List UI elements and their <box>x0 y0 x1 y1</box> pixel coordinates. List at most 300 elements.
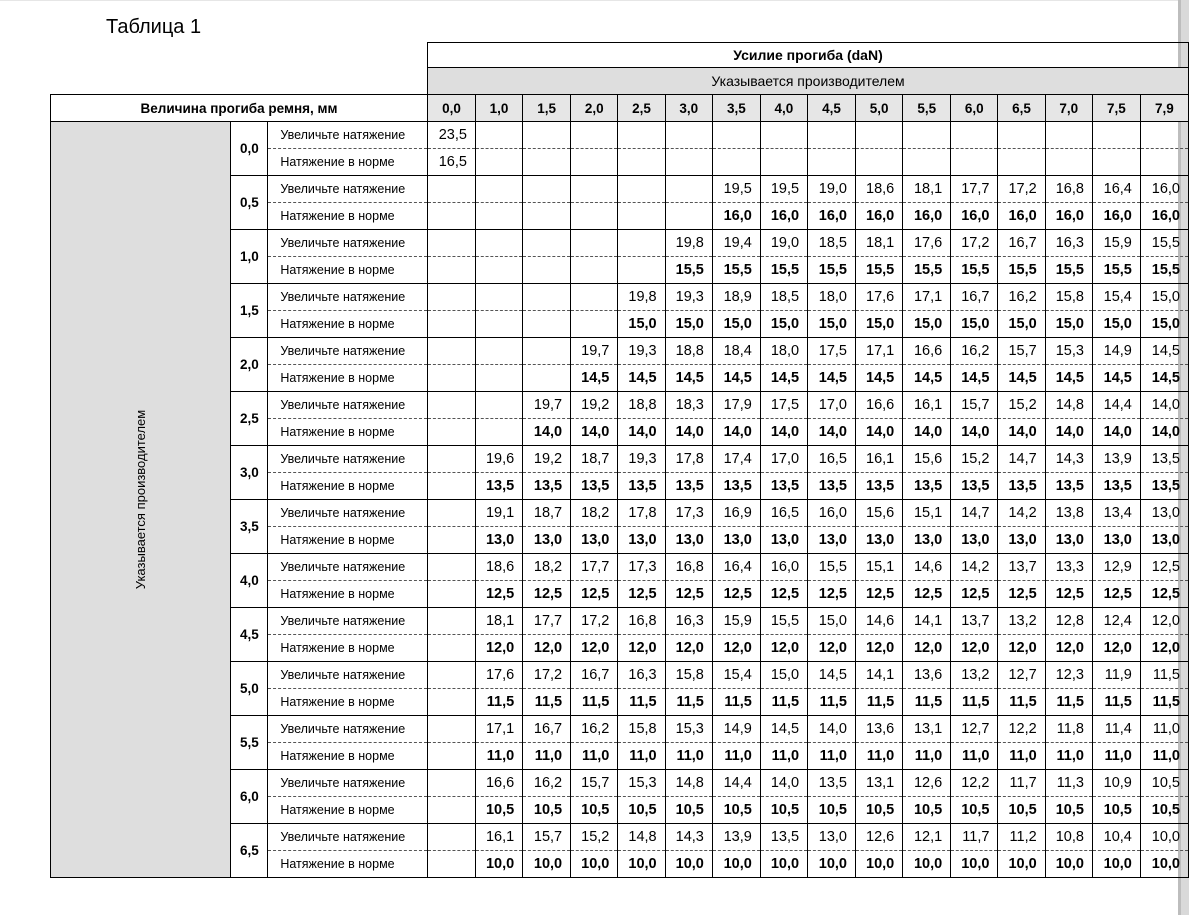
normal-force-cell: 12,5 <box>760 581 807 608</box>
deflection-value: 2,0 <box>231 338 268 392</box>
column-header: 1,5 <box>523 95 571 122</box>
increase-force-cell: 16,4 <box>712 554 760 581</box>
increase-force-cell: 13,7 <box>998 554 1045 581</box>
increase-force-cell: 17,6 <box>475 662 522 689</box>
normal-force-cell: 15,5 <box>665 257 712 284</box>
normal-force-cell: 13,5 <box>523 473 571 500</box>
tension-normal-label: Натяжение в норме <box>268 149 428 176</box>
normal-force-cell <box>571 149 618 176</box>
force-header: Усилие прогиба (daN) <box>428 43 1189 68</box>
normal-force-cell: 15,0 <box>903 311 951 338</box>
increase-tension-label: Увеличьте натяжение <box>268 608 428 635</box>
increase-force-cell <box>428 770 476 797</box>
increase-force-cell: 17,8 <box>665 446 712 473</box>
increase-force-cell <box>712 122 760 149</box>
tension-normal-label: Натяжение в норме <box>268 311 428 338</box>
column-header: 6,0 <box>951 95 998 122</box>
normal-force-cell: 11,5 <box>571 689 618 716</box>
increase-force-cell: 14,8 <box>1045 392 1092 419</box>
normal-force-cell: 10,5 <box>712 797 760 824</box>
increase-force-cell: 18,7 <box>523 500 571 527</box>
tension-normal-label: Натяжение в норме <box>268 635 428 662</box>
increase-force-cell: 16,0 <box>808 500 856 527</box>
normal-force-cell: 15,0 <box>712 311 760 338</box>
normal-force-cell: 10,5 <box>951 797 998 824</box>
normal-force-cell: 16,0 <box>903 203 951 230</box>
increase-force-cell: 12,1 <box>903 824 951 851</box>
normal-force-cell: 16,0 <box>856 203 903 230</box>
normal-force-cell: 11,0 <box>951 743 998 770</box>
normal-force-cell: 13,5 <box>808 473 856 500</box>
normal-force-cell: 11,0 <box>1045 743 1092 770</box>
normal-force-cell: 11,5 <box>665 689 712 716</box>
increase-force-cell: 15,7 <box>571 770 618 797</box>
column-header: 6,5 <box>998 95 1045 122</box>
increase-force-cell <box>523 176 571 203</box>
increase-force-cell: 11,7 <box>998 770 1045 797</box>
increase-force-cell: 11,0 <box>1140 716 1188 743</box>
increase-force-cell: 11,4 <box>1092 716 1140 743</box>
increase-force-cell: 14,0 <box>808 716 856 743</box>
normal-force-cell: 14,5 <box>1140 365 1188 392</box>
deflection-value: 5,5 <box>231 716 268 770</box>
normal-force-cell: 14,5 <box>856 365 903 392</box>
increase-force-cell: 18,1 <box>903 176 951 203</box>
increase-tension-label: Увеличьте натяжение <box>268 392 428 419</box>
increase-force-cell: 11,8 <box>1045 716 1092 743</box>
increase-force-cell: 16,3 <box>618 662 665 689</box>
increase-force-cell: 15,2 <box>571 824 618 851</box>
deflection-value: 6,5 <box>231 824 268 878</box>
increase-force-cell: 14,6 <box>903 554 951 581</box>
increase-force-cell: 19,3 <box>618 338 665 365</box>
increase-force-cell: 23,5 <box>428 122 476 149</box>
increase-tension-label: Увеличьте натяжение <box>268 338 428 365</box>
normal-force-cell: 16,0 <box>998 203 1045 230</box>
increase-force-cell: 16,3 <box>665 608 712 635</box>
normal-force-cell: 10,5 <box>808 797 856 824</box>
increase-force-cell <box>428 392 476 419</box>
increase-force-cell: 17,4 <box>712 446 760 473</box>
increase-force-cell: 16,6 <box>475 770 522 797</box>
increase-force-cell <box>571 284 618 311</box>
increase-force-cell <box>428 230 476 257</box>
normal-force-cell: 12,0 <box>903 635 951 662</box>
increase-force-cell: 11,7 <box>951 824 998 851</box>
normal-force-cell: 13,5 <box>1140 473 1188 500</box>
increase-force-cell: 13,0 <box>808 824 856 851</box>
increase-force-cell <box>523 284 571 311</box>
normal-force-cell: 15,5 <box>808 257 856 284</box>
increase-force-cell: 15,7 <box>951 392 998 419</box>
increase-force-cell <box>1140 122 1188 149</box>
normal-force-cell <box>428 473 476 500</box>
normal-force-cell: 13,0 <box>856 527 903 554</box>
increase-force-cell: 16,8 <box>665 554 712 581</box>
maker-header: Указывается производителем <box>428 68 1189 95</box>
deflection-value: 0,0 <box>231 122 268 176</box>
normal-force-cell: 10,0 <box>523 851 571 878</box>
increase-force-cell <box>665 176 712 203</box>
increase-force-cell: 18,6 <box>856 176 903 203</box>
increase-force-cell <box>428 824 476 851</box>
normal-force-cell: 10,0 <box>665 851 712 878</box>
column-header: 7,5 <box>1092 95 1140 122</box>
normal-force-cell: 10,5 <box>523 797 571 824</box>
increase-force-cell: 14,2 <box>951 554 998 581</box>
side-label-cell <box>51 122 231 878</box>
normal-force-cell: 14,5 <box>760 365 807 392</box>
normal-force-cell: 13,0 <box>571 527 618 554</box>
normal-force-cell: 10,0 <box>998 851 1045 878</box>
normal-force-cell: 15,5 <box>951 257 998 284</box>
deflection-header: Величина прогиба ремня, мм <box>51 95 428 122</box>
normal-force-cell: 16,0 <box>760 203 807 230</box>
normal-force-cell: 15,5 <box>712 257 760 284</box>
normal-force-cell: 13,5 <box>475 473 522 500</box>
increase-force-cell: 11,3 <box>1045 770 1092 797</box>
increase-tension-label: Увеличьте натяжение <box>268 662 428 689</box>
increase-force-cell: 16,0 <box>1140 176 1188 203</box>
increase-force-cell: 15,7 <box>523 824 571 851</box>
normal-force-cell: 11,5 <box>712 689 760 716</box>
increase-force-cell: 13,1 <box>903 716 951 743</box>
tension-normal-label: Натяжение в норме <box>268 689 428 716</box>
increase-force-cell: 17,3 <box>618 554 665 581</box>
increase-force-cell: 15,3 <box>665 716 712 743</box>
column-header: 0,0 <box>428 95 476 122</box>
normal-force-cell: 12,5 <box>808 581 856 608</box>
deflection-value: 6,0 <box>231 770 268 824</box>
normal-force-cell: 13,0 <box>808 527 856 554</box>
normal-force-cell: 12,0 <box>856 635 903 662</box>
normal-force-cell: 14,0 <box>523 419 571 446</box>
normal-force-cell: 14,0 <box>712 419 760 446</box>
increase-force-cell <box>475 338 522 365</box>
normal-force-cell: 10,5 <box>903 797 951 824</box>
normal-force-cell: 12,0 <box>1045 635 1092 662</box>
normal-force-cell: 14,0 <box>760 419 807 446</box>
increase-force-cell <box>475 176 522 203</box>
normal-force-cell: 13,0 <box>523 527 571 554</box>
normal-force-cell: 10,0 <box>712 851 760 878</box>
normal-force-cell: 15,0 <box>856 311 903 338</box>
increase-force-cell: 14,3 <box>665 824 712 851</box>
increase-force-cell: 17,8 <box>618 500 665 527</box>
normal-force-cell <box>903 149 951 176</box>
increase-force-cell: 17,2 <box>951 230 998 257</box>
column-header: 2,5 <box>618 95 665 122</box>
tension-normal-label: Натяжение в норме <box>268 797 428 824</box>
increase-force-cell: 14,2 <box>998 500 1045 527</box>
increase-force-cell: 16,1 <box>475 824 522 851</box>
increase-force-cell: 19,0 <box>760 230 807 257</box>
normal-force-cell <box>618 203 665 230</box>
normal-force-cell: 12,0 <box>998 635 1045 662</box>
normal-force-cell <box>428 581 476 608</box>
normal-force-cell: 14,0 <box>998 419 1045 446</box>
normal-force-cell: 13,0 <box>760 527 807 554</box>
increase-tension-label: Увеличьте натяжение <box>268 284 428 311</box>
normal-force-cell: 14,5 <box>712 365 760 392</box>
normal-force-cell: 16,0 <box>712 203 760 230</box>
normal-force-cell: 15,5 <box>998 257 1045 284</box>
normal-force-cell: 10,5 <box>1045 797 1092 824</box>
normal-force-cell: 12,5 <box>951 581 998 608</box>
normal-force-cell: 15,5 <box>760 257 807 284</box>
increase-force-cell: 16,2 <box>998 284 1045 311</box>
increase-force-cell: 12,3 <box>1045 662 1092 689</box>
normal-force-cell: 11,5 <box>1092 689 1140 716</box>
normal-force-cell: 11,0 <box>1140 743 1188 770</box>
column-header: 4,5 <box>808 95 856 122</box>
normal-force-cell: 13,5 <box>1045 473 1092 500</box>
normal-force-cell: 13,5 <box>856 473 903 500</box>
normal-force-cell <box>475 365 522 392</box>
increase-force-cell <box>475 284 522 311</box>
deflection-value: 0,5 <box>231 176 268 230</box>
normal-force-cell: 13,5 <box>951 473 998 500</box>
normal-force-cell: 16,0 <box>951 203 998 230</box>
normal-force-cell: 15,5 <box>1045 257 1092 284</box>
increase-force-cell: 18,5 <box>760 284 807 311</box>
increase-force-cell <box>571 230 618 257</box>
deflection-value: 5,0 <box>231 662 268 716</box>
increase-force-cell: 17,1 <box>903 284 951 311</box>
increase-force-cell: 16,9 <box>712 500 760 527</box>
normal-force-cell: 12,5 <box>1045 581 1092 608</box>
increase-force-cell: 19,8 <box>618 284 665 311</box>
increase-force-cell: 16,8 <box>1045 176 1092 203</box>
increase-force-cell: 19,3 <box>618 446 665 473</box>
increase-force-cell <box>428 608 476 635</box>
increase-force-cell: 13,7 <box>951 608 998 635</box>
normal-force-cell: 13,5 <box>760 473 807 500</box>
normal-force-cell: 11,5 <box>998 689 1045 716</box>
normal-force-cell: 12,0 <box>665 635 712 662</box>
increase-force-cell: 13,8 <box>1045 500 1092 527</box>
increase-force-cell: 18,9 <box>712 284 760 311</box>
increase-force-cell: 17,6 <box>856 284 903 311</box>
increase-force-cell: 15,5 <box>1140 230 1188 257</box>
increase-force-cell: 17,5 <box>808 338 856 365</box>
top-border-line <box>0 0 1189 1</box>
increase-force-cell: 16,3 <box>1045 230 1092 257</box>
increase-force-cell: 15,9 <box>712 608 760 635</box>
increase-force-cell: 15,8 <box>618 716 665 743</box>
increase-force-cell: 16,2 <box>951 338 998 365</box>
increase-force-cell: 10,4 <box>1092 824 1140 851</box>
deflection-value: 4,5 <box>231 608 268 662</box>
normal-force-cell <box>856 149 903 176</box>
increase-force-cell: 18,1 <box>475 608 522 635</box>
increase-force-cell: 14,8 <box>618 824 665 851</box>
normal-force-cell: 10,5 <box>571 797 618 824</box>
normal-force-cell: 10,0 <box>903 851 951 878</box>
increase-force-cell: 14,8 <box>665 770 712 797</box>
increase-force-cell: 17,1 <box>856 338 903 365</box>
normal-force-cell: 14,0 <box>618 419 665 446</box>
increase-force-cell: 14,4 <box>712 770 760 797</box>
increase-force-cell: 19,3 <box>665 284 712 311</box>
table-caption: Таблица 1 <box>106 16 202 38</box>
increase-force-cell: 18,3 <box>665 392 712 419</box>
belt-tension-table <box>50 42 1189 878</box>
increase-force-cell <box>618 122 665 149</box>
increase-force-cell: 12,0 <box>1140 608 1188 635</box>
increase-tension-label: Увеличьте натяжение <box>268 122 428 149</box>
increase-force-cell: 14,9 <box>712 716 760 743</box>
increase-force-cell <box>428 500 476 527</box>
normal-force-cell: 16,0 <box>1092 203 1140 230</box>
increase-force-cell: 18,8 <box>665 338 712 365</box>
increase-force-cell: 13,2 <box>998 608 1045 635</box>
normal-force-cell <box>998 149 1045 176</box>
table-row <box>51 122 1189 149</box>
increase-force-cell <box>428 554 476 581</box>
increase-force-cell: 15,1 <box>856 554 903 581</box>
normal-force-cell <box>428 527 476 554</box>
normal-force-cell: 13,0 <box>1140 527 1188 554</box>
increase-force-cell <box>428 716 476 743</box>
increase-force-cell: 19,5 <box>760 176 807 203</box>
increase-force-cell <box>475 392 522 419</box>
increase-tension-label: Увеличьте натяжение <box>268 554 428 581</box>
increase-force-cell: 18,8 <box>618 392 665 419</box>
normal-force-cell: 10,5 <box>618 797 665 824</box>
increase-force-cell: 16,0 <box>760 554 807 581</box>
increase-force-cell <box>571 122 618 149</box>
normal-force-cell: 13,5 <box>665 473 712 500</box>
increase-force-cell: 12,8 <box>1045 608 1092 635</box>
increase-force-cell: 14,1 <box>856 662 903 689</box>
increase-force-cell: 13,4 <box>1092 500 1140 527</box>
increase-force-cell: 13,2 <box>951 662 998 689</box>
increase-force-cell <box>808 122 856 149</box>
increase-force-cell: 16,6 <box>903 338 951 365</box>
increase-force-cell: 13,0 <box>1140 500 1188 527</box>
increase-force-cell <box>523 122 571 149</box>
normal-force-cell: 11,0 <box>475 743 522 770</box>
blank-corner <box>51 43 428 68</box>
normal-force-cell: 10,5 <box>1092 797 1140 824</box>
normal-force-cell: 11,5 <box>1045 689 1092 716</box>
increase-force-cell <box>428 446 476 473</box>
increase-force-cell: 16,2 <box>523 770 571 797</box>
normal-force-cell: 13,5 <box>618 473 665 500</box>
increase-force-cell: 14,5 <box>808 662 856 689</box>
normal-force-cell: 15,0 <box>998 311 1045 338</box>
increase-force-cell <box>903 122 951 149</box>
increase-force-cell: 19,6 <box>475 446 522 473</box>
normal-force-cell: 13,0 <box>618 527 665 554</box>
increase-force-cell: 18,0 <box>808 284 856 311</box>
increase-force-cell: 15,4 <box>712 662 760 689</box>
increase-force-cell: 17,7 <box>523 608 571 635</box>
normal-force-cell: 12,5 <box>571 581 618 608</box>
normal-force-cell: 12,0 <box>571 635 618 662</box>
increase-force-cell: 15,1 <box>903 500 951 527</box>
normal-force-cell: 14,5 <box>1092 365 1140 392</box>
normal-force-cell: 15,5 <box>856 257 903 284</box>
normal-force-cell: 15,5 <box>1092 257 1140 284</box>
increase-force-cell: 15,3 <box>618 770 665 797</box>
normal-force-cell <box>665 149 712 176</box>
normal-force-cell: 12,0 <box>475 635 522 662</box>
increase-force-cell <box>523 230 571 257</box>
normal-force-cell <box>523 365 571 392</box>
normal-force-cell: 10,5 <box>665 797 712 824</box>
increase-force-cell <box>475 230 522 257</box>
increase-force-cell: 10,5 <box>1140 770 1188 797</box>
increase-tension-label: Увеличьте натяжение <box>268 176 428 203</box>
normal-force-cell <box>571 257 618 284</box>
increase-force-cell: 15,4 <box>1092 284 1140 311</box>
deflection-value: 2,5 <box>231 392 268 446</box>
normal-force-cell: 13,5 <box>1092 473 1140 500</box>
normal-force-cell: 10,0 <box>808 851 856 878</box>
normal-force-cell: 15,5 <box>903 257 951 284</box>
increase-force-cell: 13,3 <box>1045 554 1092 581</box>
normal-force-cell: 10,0 <box>1140 851 1188 878</box>
normal-force-cell: 10,0 <box>475 851 522 878</box>
increase-force-cell: 18,7 <box>571 446 618 473</box>
normal-force-cell: 14,0 <box>1045 419 1092 446</box>
increase-force-cell: 10,0 <box>1140 824 1188 851</box>
increase-force-cell: 15,5 <box>808 554 856 581</box>
increase-force-cell: 13,1 <box>856 770 903 797</box>
normal-force-cell: 12,5 <box>903 581 951 608</box>
normal-force-cell: 11,0 <box>712 743 760 770</box>
increase-force-cell: 12,2 <box>998 716 1045 743</box>
column-header: 4,0 <box>760 95 807 122</box>
normal-force-cell: 13,0 <box>903 527 951 554</box>
increase-force-cell <box>1092 122 1140 149</box>
increase-tension-label: Увеличьте натяжение <box>268 824 428 851</box>
normal-force-cell: 12,5 <box>712 581 760 608</box>
normal-force-cell <box>523 257 571 284</box>
normal-force-cell <box>523 149 571 176</box>
normal-force-cell: 13,5 <box>903 473 951 500</box>
normal-force-cell: 15,0 <box>665 311 712 338</box>
increase-force-cell: 16,1 <box>856 446 903 473</box>
normal-force-cell <box>428 743 476 770</box>
normal-force-cell <box>1140 149 1188 176</box>
increase-force-cell <box>571 176 618 203</box>
normal-force-cell: 12,0 <box>1092 635 1140 662</box>
normal-force-cell: 14,0 <box>903 419 951 446</box>
normal-force-cell: 10,0 <box>1045 851 1092 878</box>
normal-force-cell <box>428 689 476 716</box>
normal-force-cell: 10,0 <box>760 851 807 878</box>
normal-force-cell: 14,0 <box>856 419 903 446</box>
tension-normal-label: Натяжение в норме <box>268 365 428 392</box>
normal-force-cell: 11,0 <box>998 743 1045 770</box>
normal-force-cell: 11,0 <box>903 743 951 770</box>
normal-force-cell: 16,0 <box>1045 203 1092 230</box>
increase-force-cell: 15,5 <box>760 608 807 635</box>
normal-force-cell <box>712 149 760 176</box>
increase-force-cell: 14,7 <box>951 500 998 527</box>
normal-force-cell: 15,0 <box>1092 311 1140 338</box>
normal-force-cell: 13,0 <box>951 527 998 554</box>
increase-force-cell: 15,6 <box>903 446 951 473</box>
increase-force-cell: 15,7 <box>998 338 1045 365</box>
increase-force-cell: 14,3 <box>1045 446 1092 473</box>
tension-normal-label: Натяжение в норме <box>268 743 428 770</box>
increase-force-cell: 13,5 <box>1140 446 1188 473</box>
tension-normal-label: Натяжение в норме <box>268 581 428 608</box>
